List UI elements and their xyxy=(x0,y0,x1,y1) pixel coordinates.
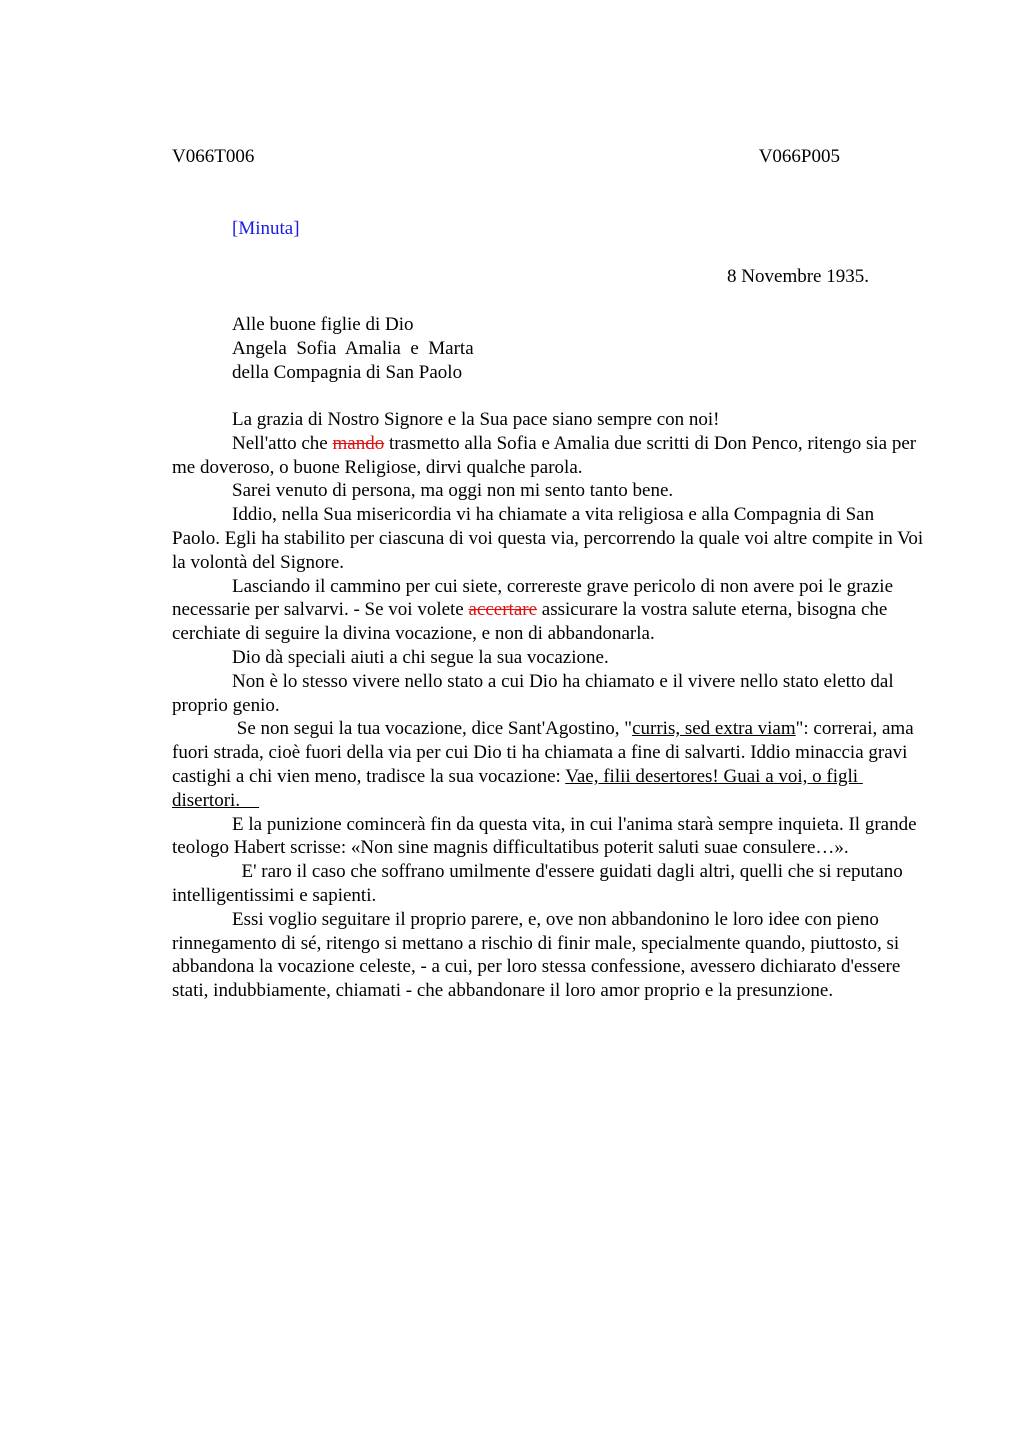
paragraph-2 xyxy=(172,432,924,480)
paragraph-9: E la punizione comincerà fin da questa vita, in cui l'anima starà sempre inquieta. Il grande teologo Habert scrisse: «Non sine magnis difficultatibus poterit saluti suae consulere…». xyxy=(172,813,917,859)
letter-date: 8 Novembre 1935. xyxy=(727,266,869,287)
paragraph-7: Non è lo stesso vivere nello stato a cui Dio ha chiamato e il vivere nello stato eletto dal proprio genio. xyxy=(172,670,894,716)
addressee-line: della Compagnia di San Paolo xyxy=(232,362,463,383)
letter-body xyxy=(172,408,924,1003)
paragraph-3: Sarei venuto di persona, ma oggi non mi sento tanto bene. xyxy=(232,480,674,502)
addressee-line: Angela Sofia Amalia e Marta xyxy=(232,338,474,359)
paragraph-4: Iddio, nella Sua misericordia vi ha chiamate a vita religiosa e alla Compagnia di San Paolo. Egli ha stabilito per ciascuna di voi questa via, percorrendo la quale voi altre compite in Voi la volontà del Signore. xyxy=(172,504,924,573)
paragraph-5 xyxy=(172,575,924,646)
paragraph-8 xyxy=(172,717,924,812)
underlined-quote: Vae, filii desertores! Guai a voi, o figli disertori. xyxy=(172,765,863,811)
addressee-line: Alle buone figlie di Dio xyxy=(232,314,414,335)
text-segment: trasmetto alla Sofia e Amalia due scritti di Don Penco, ritengo sia per me doveroso, o buone Religiose, dirvi qualche parola. xyxy=(172,432,917,478)
deleted-word: accertare xyxy=(468,599,538,621)
deleted-word: mando xyxy=(332,432,385,454)
right-document-code: V066P005 xyxy=(758,146,840,167)
underlined-quote: curris, sed extra viam xyxy=(632,718,796,740)
paragraph-6: Dio dà speciali aiuti a chi segue la sua vocazione. xyxy=(232,646,609,668)
text-segment: Lasciando il cammino per cui siete, correreste grave pericolo di non avere poi le grazie necessarie per salvarvi. - Se voi volete xyxy=(172,575,894,621)
addressee-block xyxy=(232,313,474,385)
paragraph-greeting: La grazia di Nostro Signore e la Sua pace siano sempre con noi! xyxy=(232,409,720,430)
document-codes xyxy=(172,146,840,170)
minuta-note: [Minuta] xyxy=(232,218,300,239)
text-segment: assicurare la vostra salute eterna, bisogna che cerchiate di seguire la divina vocazione, e non di abbandonarla. xyxy=(172,599,888,645)
paragraph-11: Essi voglio seguitare il proprio parere, e, ove non abbandonino le loro idee con pieno rinnegamento di sé, ritengo si mettano a rischio di finir male, specialmente quando, piuttosto, si abbandona la vocazione celeste, - a cui, per loro stessa confessione, avessero dichiarato d'essere stati, indubbiamente, chiamati - che abbandonare il loro amor proprio e la presunzione. xyxy=(172,908,901,1002)
paragraph-10: E' raro il caso che soffrano umilmente d'essere guidati dagli altri, quelli che si reputano intelligentissimi e sapienti. xyxy=(172,861,908,906)
text-segment: Nell'atto che xyxy=(232,432,333,454)
left-document-code: V066T006 xyxy=(172,146,255,167)
text-segment: Se non segui la tua vocazione, dice Sant'Agostino, " xyxy=(232,718,633,740)
text-segment: ": correrai, ama fuori strada, cioè fuori della via per cui Dio ti ha chiamata a fine di salvarti. Iddio minaccia gravi castighi a chi vien meno, tradisce la sua vocazione: xyxy=(172,718,919,787)
